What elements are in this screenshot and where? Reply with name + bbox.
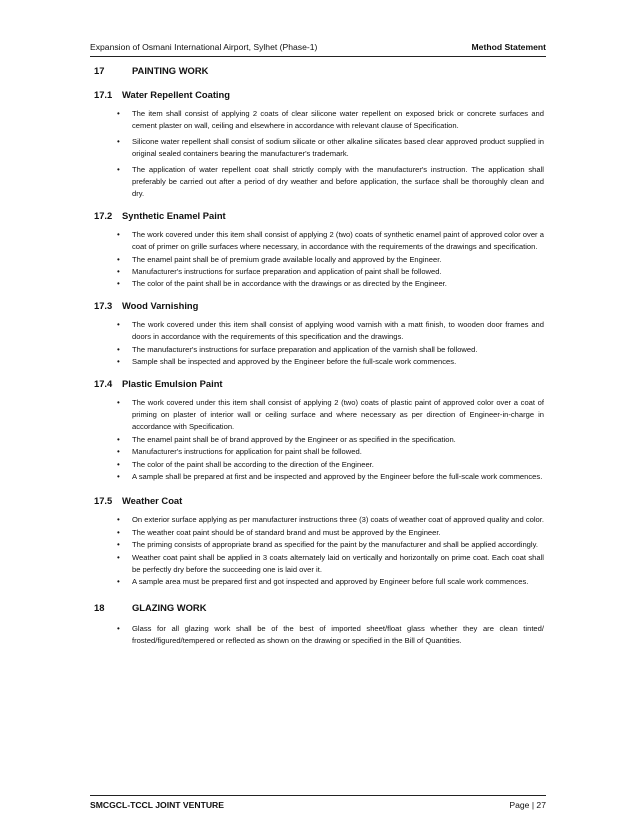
list-item-text: The manufacturer's instructions for surface preparation and application of the varnish shall be followed. — [132, 344, 478, 354]
list-item-text: The work covered under this item shall consist of applying wood varnish with a matt finish, to wooden door frames and doors in accordance with the requirements of this specification and the drawings. — [132, 319, 544, 342]
section-number: 17.2 — [94, 209, 113, 221]
section-heading-17-5 — [94, 494, 544, 508]
section-title: Synthetic Enamel Paint — [122, 209, 226, 221]
section-title: Wood Varnishing — [122, 299, 199, 311]
list-item — [94, 344, 544, 356]
chapter-number: 18 — [94, 601, 105, 613]
list-item-text: The item shall consist of applying 2 coats of clear silicone water repellent on exposed brick or concrete surfaces and cement plaster on wall, ceiling and elsewhere in accordance with relevant clause of Specification. — [132, 109, 544, 131]
list-item — [94, 108, 544, 133]
list-item-text: On exterior surface applying as per manufacturer instructions three (3) coats of weather coat of approved quality and color. — [132, 515, 544, 525]
bullet-icon: • — [117, 447, 120, 457]
list-item — [94, 514, 544, 526]
chapter-number: 17 — [94, 65, 105, 76]
section-17-3-list — [94, 319, 544, 369]
list-item-text: The color of the paint shall be in accordance with the drawings or as directed by the Engineer. — [132, 279, 447, 289]
list-item-text: Glass for all glazing work shall be of the best of imported sheet/float glass whether they are clean tinted/ frosted/figured/tempered or reflected as shown on the drawing or specified in the Bill of Quantities. — [132, 623, 544, 646]
section-17-2-list — [94, 229, 544, 291]
section-17-1-list — [94, 108, 544, 201]
chapter-title: GLAZING WORK — [132, 601, 207, 613]
bullet-icon: • — [117, 319, 120, 329]
list-item-text: A sample area must be prepared first and got inspected and approved by Engineer before full scale work commences. — [132, 577, 529, 587]
section-heading-17-2 — [94, 209, 544, 223]
chapter-heading-18 — [94, 601, 544, 615]
list-item — [94, 136, 544, 161]
bullet-icon: • — [117, 357, 120, 367]
list-item — [94, 266, 544, 278]
bullet-icon: • — [117, 577, 120, 587]
page-content — [94, 61, 544, 648]
list-item-text: The weather coat paint should be of standard brand and must be approved by the Engineer. — [132, 527, 441, 537]
header-doc-type: Method Statement — [471, 42, 546, 52]
bullet-icon: • — [117, 527, 120, 537]
list-item-text: The enamel paint shall be of brand approved by the Engineer or as specified in the specification. — [132, 434, 456, 444]
list-item — [94, 552, 544, 577]
list-item-text: The work covered under this item shall consist of applying 2 (two) coats of synthetic enamel paint of approved color over a coat of primer on grille surfaces where necessary, in accordance with the requirements of the drawings and specification. — [132, 229, 544, 252]
bullet-icon: • — [117, 136, 120, 146]
section-number: 17.1 — [94, 89, 113, 100]
list-item-text: The work covered under this item shall consist of applying 2 (two) coats of plastic paint of approved color over a coat of priming on plaster of interior wall or ceiling surface and where necessary as per direction of Engineer-in-charge in accordance with Specification. — [132, 397, 544, 432]
section-heading-17-1 — [94, 88, 544, 102]
list-item-text: Silicone water repellent shall consist of sodium silicate or other alkaline silicates based clear approved product supplied in original sealed containers bearing the manufacturer's trademark. — [132, 136, 544, 159]
list-item-text: The priming consists of appropriate brand as specified for the paint by the manufacturer and shall be applied accordingly. — [132, 540, 538, 550]
bullet-icon: • — [117, 471, 120, 481]
bullet-icon: • — [117, 540, 120, 550]
list-item — [94, 471, 544, 483]
list-item — [94, 164, 544, 201]
section-heading-17-3 — [94, 299, 544, 313]
list-item — [94, 397, 544, 434]
list-item-text: Weather coat paint shall be applied in 3 coats alternately laid on vertically and horizontally on prime coat. Each coat shall be perfectly dry before the succeeding one is laid over it. — [132, 552, 544, 574]
bullet-icon: • — [117, 229, 120, 239]
list-item — [94, 356, 544, 368]
section-title: Plastic Emulsion Paint — [122, 377, 223, 389]
list-item — [94, 576, 544, 588]
list-item-text: A sample shall be prepared at first and be inspected and approved by the Engineer before the full-scale work commences. — [132, 471, 543, 481]
bullet-icon: • — [117, 279, 120, 289]
bullet-icon: • — [117, 344, 120, 354]
list-item-text: The application of water repellent coat shall strictly comply with the manufacturer's instruction. The application shall preferably be carried out after a period of dry weather and before application, the surface shall be thoroughly clean and dry. — [132, 164, 544, 199]
bullet-icon: • — [117, 267, 120, 277]
page-header — [90, 40, 546, 57]
bullet-icon: • — [117, 164, 120, 174]
list-item-text: The enamel paint shall be of premium grade available locally and approved by the Engineer. — [132, 254, 442, 264]
list-item-text: Sample shall be inspected and approved by the Engineer before the full-scale work commences. — [132, 357, 457, 367]
chapter-title: PAINTING WORK — [132, 65, 209, 76]
footer-page-number: Page | 27 — [509, 800, 546, 810]
bullet-icon: • — [117, 459, 120, 469]
section-number: 17.3 — [94, 299, 113, 311]
list-item — [94, 446, 544, 458]
footer-company: SMCGCL-TCCL JOINT VENTURE — [90, 800, 225, 810]
bullet-icon: • — [117, 515, 120, 525]
header-project-title: Expansion of Osmani International Airport, Sylhet (Phase-1) — [90, 42, 318, 52]
bullet-icon: • — [117, 254, 120, 264]
section-title: Weather Coat — [122, 495, 183, 507]
section-heading-17-4 — [94, 377, 544, 391]
section-17-5-list — [94, 514, 544, 588]
list-item — [94, 539, 544, 551]
list-item — [94, 527, 544, 539]
section-number: 17.4 — [94, 377, 113, 389]
bullet-icon: • — [117, 552, 120, 562]
list-item — [94, 254, 544, 266]
list-item — [94, 459, 544, 471]
bullet-icon: • — [117, 623, 120, 633]
section-number: 17.5 — [94, 495, 113, 507]
list-item — [94, 278, 544, 290]
list-item — [94, 229, 544, 254]
list-item-text: The color of the paint shall be according to the direction of the Engineer. — [132, 459, 374, 469]
section-17-4-list — [94, 397, 544, 484]
page-footer — [90, 795, 546, 812]
list-item — [94, 623, 544, 648]
section-title: Water Repellent Coating — [122, 89, 230, 100]
list-item — [94, 434, 544, 446]
list-item-text: Manufacturer's instructions for application for paint shall be followed. — [132, 447, 362, 457]
section-18-list — [94, 623, 544, 648]
list-item-text: Manufacturer's instructions for surface preparation and application of paint shall be followed. — [132, 267, 442, 277]
chapter-heading-17 — [94, 64, 544, 78]
bullet-icon: • — [117, 434, 120, 444]
list-item — [94, 319, 544, 344]
bullet-icon: • — [117, 109, 120, 118]
bullet-icon: • — [117, 397, 120, 407]
